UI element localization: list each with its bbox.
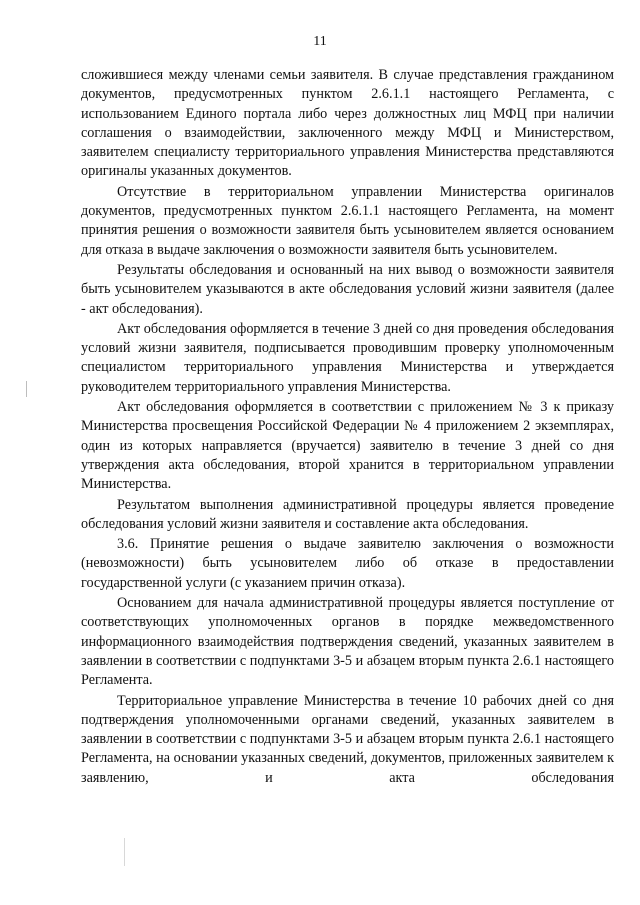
margin-mark: [26, 381, 27, 397]
scan-mark: [124, 838, 125, 866]
paragraph-2: Отсутствие в территориальном управлении Министерства оригиналов документов, предусмотренных пунктом 2.6.1.1 настоящего Регламента, на момент принятия решения о возможности заявителя быть усыновителем является основанием для отказа в выдаче заключения о возможности заявителя быть усыновителем.: [81, 183, 614, 258]
page-number: 11: [313, 34, 327, 49]
paragraph-4: Акт обследования оформляется в течение 3 дней со дня проведения обследования условий жизни заявителя, подписывается проводившим проверку уполномоченным специалистом территориального управления Министерства и утверждается руководителем территориального управления Министерства.: [81, 320, 614, 395]
paragraph-5: Акт обследования оформляется в соответствии с приложением № 3 к приказу Министерства просвещения Российской Федерации № 4 приложением 2 экземплярах, один из которых направляется (вручается) заявителю в течение 3 дней со дня утверждения акта обследования, второй хранится в территориальном управлении Министерства.: [81, 399, 614, 493]
paragraph-1: сложившиеся между членами семьи заявителя. В случае представления гражданином документов, предусмотренных пунктом 2.6.1.1 настоящего Регламента, с использованием Единого портала либо через должностных лиц МФЦ при наличии соглашения о взаимодействии, заключенного между МФЦ и Министерством, заявителем специалисту территориального управления Министерства представляются оригиналы указанных документов.: [81, 67, 614, 180]
paragraph-9: Территориальное управление Министерства в течение 10 рабочих дней со дня подтверждения уполномоченными органами сведений, указанных заявителем в заявлении в соответствии с подпунктами 3-5 и абзацем вторым пункта 2.6.1 настоящего Регламента, на основании указанных сведений, документов, приложенных заявителем к заявлению, и акта обследования: [81, 692, 614, 786]
document-body: [81, 66, 614, 789]
paragraph-7: 3.6. Принятие решения о выдаче заявителю заключения о возможности (невозможности) быть усыновителем либо об отказе в предоставлении государственной услуги (с указанием причин отказа).: [81, 536, 614, 591]
paragraph-8: Основанием для начала административной процедуры является поступление от соответствующих уполномоченных органов в порядке межведомственного информационного взаимодействия подтверждения сведений, указанных заявителем в заявлении в соответствии с подпунктами 3-5 и абзацем вторым пункта 2.6.1 настоящего Регламента.: [81, 595, 614, 689]
paragraph-3: Результаты обследования и основанный на них вывод о возможности заявителя быть усыновителем указываются в акте обследования условий жизни заявителя (далее - акт обследования).: [81, 261, 614, 317]
paragraph-6: Результатом выполнения административной процедуры является проведение обследования условий жизни заявителя и составление акта обследования.: [81, 496, 614, 532]
